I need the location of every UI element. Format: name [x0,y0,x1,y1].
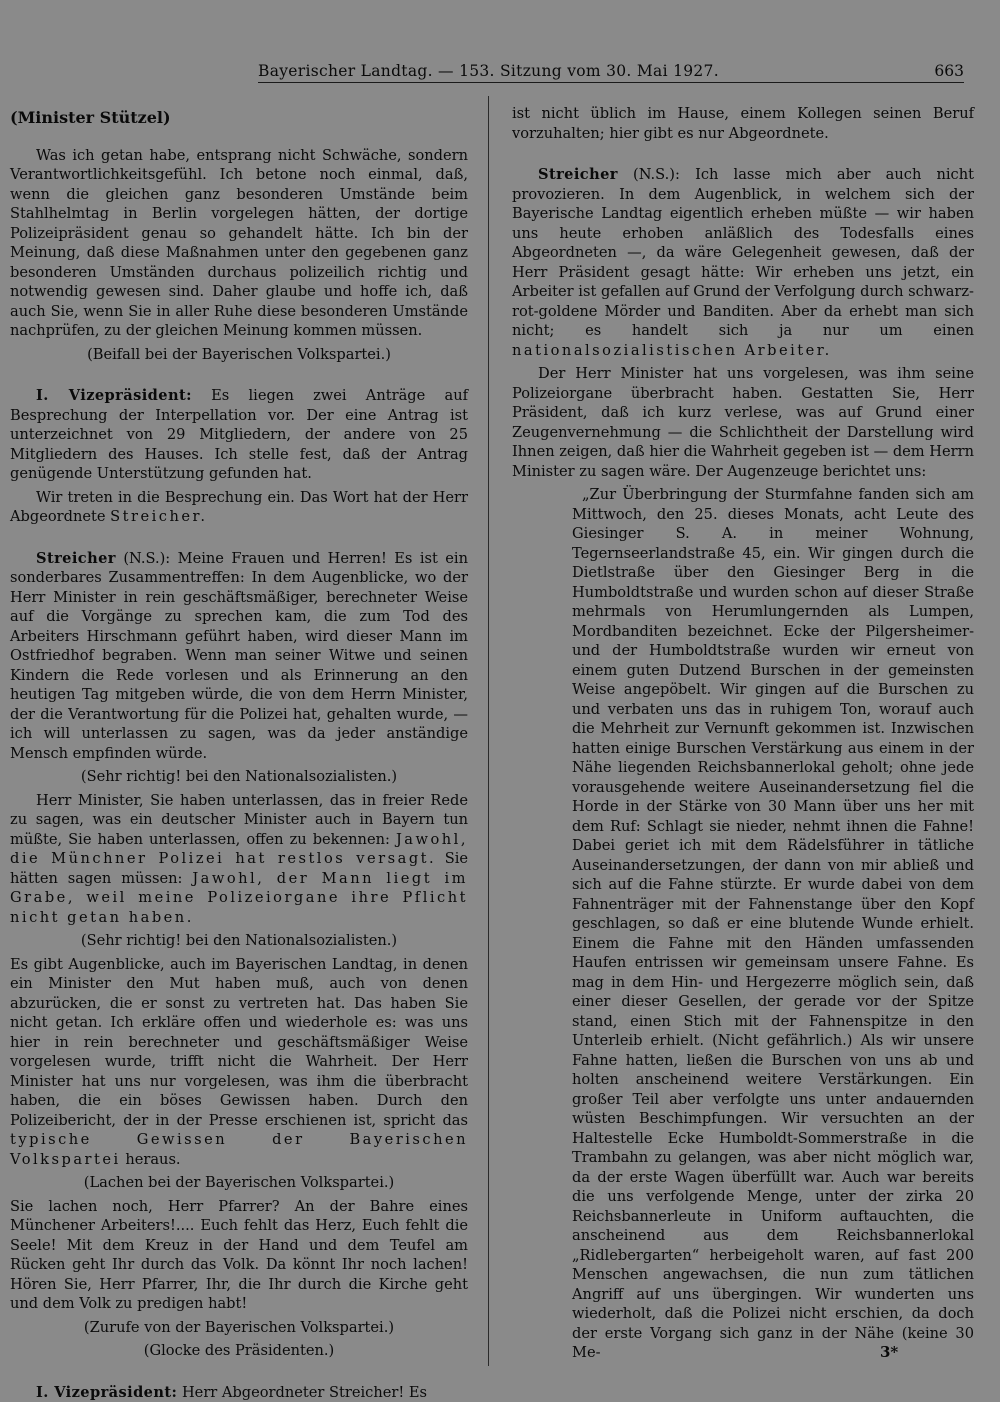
speech-text-spaced: nationalsozialistischen Arbeiter. [512,342,832,359]
header-title: Bayerischer Landtag. — 153. Sitzung vom 30. Mai 1927. [258,62,719,80]
spacer [512,147,974,165]
speaker-name: I. Vizepräsident: [36,387,192,404]
column-divider [488,96,489,1366]
paragraph [10,386,468,484]
continuation-label: (Minister Stützel) [10,108,468,128]
header-rule [258,82,964,83]
paragraph [10,549,468,764]
sheet-signature: 3* [880,1343,898,1361]
interjection: (Beifall bei der Bayerischen Volkspartei.) [10,345,468,365]
interjection: (Lachen bei der Bayerischen Volkspartei.) [10,1173,468,1193]
spacer [10,368,468,386]
paragraph: Sie lachen noch, Herr Pfarrer? An der Bahre eines Münchener Arbeiters!.... Euch fehlt das Herz, Euch fehlt die Seele! Mit dem Kreuz in der Hand und dem Teufel am Rücken geht Ihr durch das Volk. Da könnt Ihr noch lachen! Hören Sie, Herr Pfarrer, Ihr, die Ihr durch die Kirche geht und dem Volk zu predigen habt! [10,1197,468,1314]
spacer [10,531,468,549]
speech-text: Wir treten in die Besprechung ein. Das Wort hat der Herr Abgeordnete [10,489,468,526]
speech-text: Sie hätten sagen müssen: [10,850,468,887]
right-column [512,104,974,1385]
speech-text-spaced: Streicher. [110,508,207,525]
speech-text-spaced: Jawohl, die Münchner Polizei hat restlos versagt. [10,831,468,868]
paragraph: ist nicht üblich im Hause, einem Kollegen seinen Beruf vorzuhalten; hier gibt es nur Abgeordnete. [512,104,974,143]
speech-text: Es liegen zwei Anträge auf Besprechung der Interpellation vor. Der eine Antrag ist unterzeichnet von 29 Mitgliedern, der andere von 25 Mitgliedern des Hauses. Ich stelle fest, daß der Antrag genügende Unterstützung gefunden hat. [10,387,468,482]
speaker-name: Streicher [538,166,618,183]
interjection: (Sehr richtig! bei den Nationalsozialisten.) [10,931,468,951]
speaker-name: Streicher [36,550,116,567]
paragraph: Der Herr Minister hat uns vorgelesen, was ihm seine Polizeiorgane überbracht haben. Gestatten Sie, Herr Präsident, daß ich kurz verlese, was auf Grund einer Zeugenvernehmung — die Schlichtheit der Darstellung wird Ihnen zeigen, daß hier die Wahrheit gegeben ist — dem Herrn Minister zu sagen wäre. Der Augenzeuge berichtet uns: [512,364,974,481]
speech-text: Meine Frauen und Herren! Es ist ein sonderbares Zusammentreffen: In dem Augenblicke, wo der Herr Minister in rein geschäftsmäßiger, berechneter Weise auf die Vorgänge zu sprechen kam, die zum Tod des Arbeiters Hirschmann geführt haben, wird dieser Mann im Ostfriedhof begraben. Wenn man seiner Witwe und seinen Kindern die Rede vorlesen und als Erinnerung an den heutigen Tag mitgeben würde, die von dem Herrn Minister, der die Verantwortung für die Polizei hat, gehalten wurde, — ich will unterlassen zu sagen, was da jeder anständige Mensch empfinden würde. [10,550,468,762]
speech-text: heraus. [125,1151,180,1168]
speaker-party: (N.S.): [633,166,680,183]
paragraph [10,791,468,928]
running-header [0,62,1000,88]
speech-text: Es gibt Augenblicke, auch im Bayerischen Landtag, in denen ein Minister den Mut haben muß, auch von denen abzurücken, die er sonst zu vertreten hat. Das haben Sie nicht getan. Ich erkläre offen und wiederhole es: was uns hier in rein berechneter und geschäftsmäßiger Weise vorgelesen wurde, trifft nicht die Wahrheit. Der Herr Minister hat uns nur vorgelesen, was ihm die überbracht haben, die ein böses Gewissen haben. Durch den Polizeibericht, der in der Presse erschienen ist, spricht das [10,956,468,1129]
paragraph [10,1383,468,1402]
paragraph [10,488,468,527]
interjection: (Glocke des Präsidenten.) [10,1341,468,1361]
speaker-name: I. Vizepräsident: [36,1384,177,1401]
spacer [10,1365,468,1383]
left-column [10,108,468,1385]
speech-text: Herr Minister, Sie haben unterlassen, das in freier Rede zu sagen, was ein deutscher Minister auch in Bayern tun müßte, Sie haben unterlassen, offen zu bekennen: [10,792,468,848]
paragraph [512,165,974,360]
speech-text: Herr Abgeordneter Streicher! Es [182,1384,427,1401]
speech-text-spaced: typische Gewissen der Bayerischen Volkspartei [10,1131,468,1168]
page-number: 663 [934,62,964,80]
quotation: „Zur Überbringung der Sturmfahne fanden sich am Mittwoch, den 25. dieses Monats, acht Leute des Giesinger S. A. in meiner Wohnung, Tegernseerlandstraße 45, ein. Wir gingen durch die Dietlstraße über den Giesinger Berg in die Humboldtstraße und wurden schon auf dieser Straße mehrmals von Herumlungernden als Lumpen, Mordbanditen bezeichnet. Ecke der Pilgersheimer- und der Humboldtstraße wurden wir erneut von einem guten Dutzend Burschen in der gemeinsten Weise angepöbelt. Wir gingen auf die Burschen zu und verbaten uns das in ruhigem Ton, worauf auch die Mehrheit zur Vernunft gekommen ist. Inzwischen hatten einige Burschen Verstärkung aus einem in der Nähe liegenden Reichsbannerlokal geholt; ohne jede vorausgehende weitere Auseinandersetzung fiel die Horde in der Stärke von 30 Mann über uns her mit dem Ruf: Schlagt sie nieder, nehmt ihnen die Fahne! Dabei geriet ich mit dem Rädelsführer in tätliche Auseinandersetzungen, der dann von mir abließ und sich auf die Fahne stürzte. Er wurde dabei von dem Fahnenträger mit der Fahnenstange über den Kopf geschlagen, so daß er eine blutende Wunde erhielt. Einem die Fahne mit den Händen umfassenden Haufen entrissen wir gemeinsam unsere Fahne. Es mag in dem Hin- und Hergezerre möglich sein, daß einer dieser Gesellen, der gerade vor der Spitze stand, einen Stich mit der Fahnenspitze in den Unterleib erhielt. (Nicht gefährlich.) Als wir unsere Fahne hatten, ließen die Burschen von uns ab und holten anscheinend weitere Verstärkungen. Ein großer Teil aber verfolgte uns unter andauernden wüsten Beschimpfungen. Wir versuchten an der Haltestelle Ecke Humboldt-Sommerstraße in die Trambahn zu gelangen, was aber nicht möglich war, da der erste Wagen überfüllt war. Auch war bereits die uns verfolgende Menge, unter der zirka 20 Reichsbannerleute in Uniform auftauchten, die anscheinend aus dem Reichsbannerlokal „Ridlebergarten“ herbeigeholt waren, auf fast 200 Menschen angewachsen, die nun zum tätlichen Angriff auf uns übergingen. Wir wunderten uns wiederholt, daß die Polizei nicht erschien, da doch der erste Vorgang sich ganz in der Nähe (keine 30 Me- [572,485,974,1363]
paragraph: Was ich getan habe, entsprang nicht Schwäche, sondern Verantwortlichkeitsgefühl. Ich betone noch einmal, daß, wenn die gleichen ganz besonderen Umstände beim Stahlhelmtag in Berlin vorgelegen hätten, der dortige Polizeipräsident genau so gehandelt hätte. Ich bin der Meinung, daß diese Maßnahmen unter den gegebenen ganz besonderen Umständen durchaus polizeilich richtig und notwendig gewesen sind. Daher glaube und hoffe ich, daß auch Sie, wenn Sie in aller Ruhe diese besonderen Umstände nachprüfen, zu der gleichen Meinung kommen müssen. [10,146,468,341]
interjection: (Zurufe von der Bayerischen Volkspartei.) [10,1318,468,1338]
interjection: (Sehr richtig! bei den Nationalsozialisten.) [10,767,468,787]
speech-text: Ich lasse mich aber auch nicht provozieren. In dem Augenblick, in welchem sich der Bayerische Landtag eigentlich erheben müßte — wir haben uns heute erhoben anläßlich des Todesfalls eines Abgeordneten —, da wäre Gelegenheit gewesen, daß der Herr Präsident gesagt hätte: Wir erheben uns jetzt, ein Arbeiter ist gefallen auf Grund der Verfolgung durch schwarz-rot-goldene Mörder und Banditen. Aber da erhebt man sich nicht; es handelt sich ja nur um einen [512,166,974,339]
speech-text-spaced: Jawohl, der Mann liegt im Grabe, weil meine Polizeiorgane ihre Pflicht nicht getan haben. [10,870,468,926]
paragraph [10,955,468,1170]
speaker-party: (N.S.): [123,550,170,567]
